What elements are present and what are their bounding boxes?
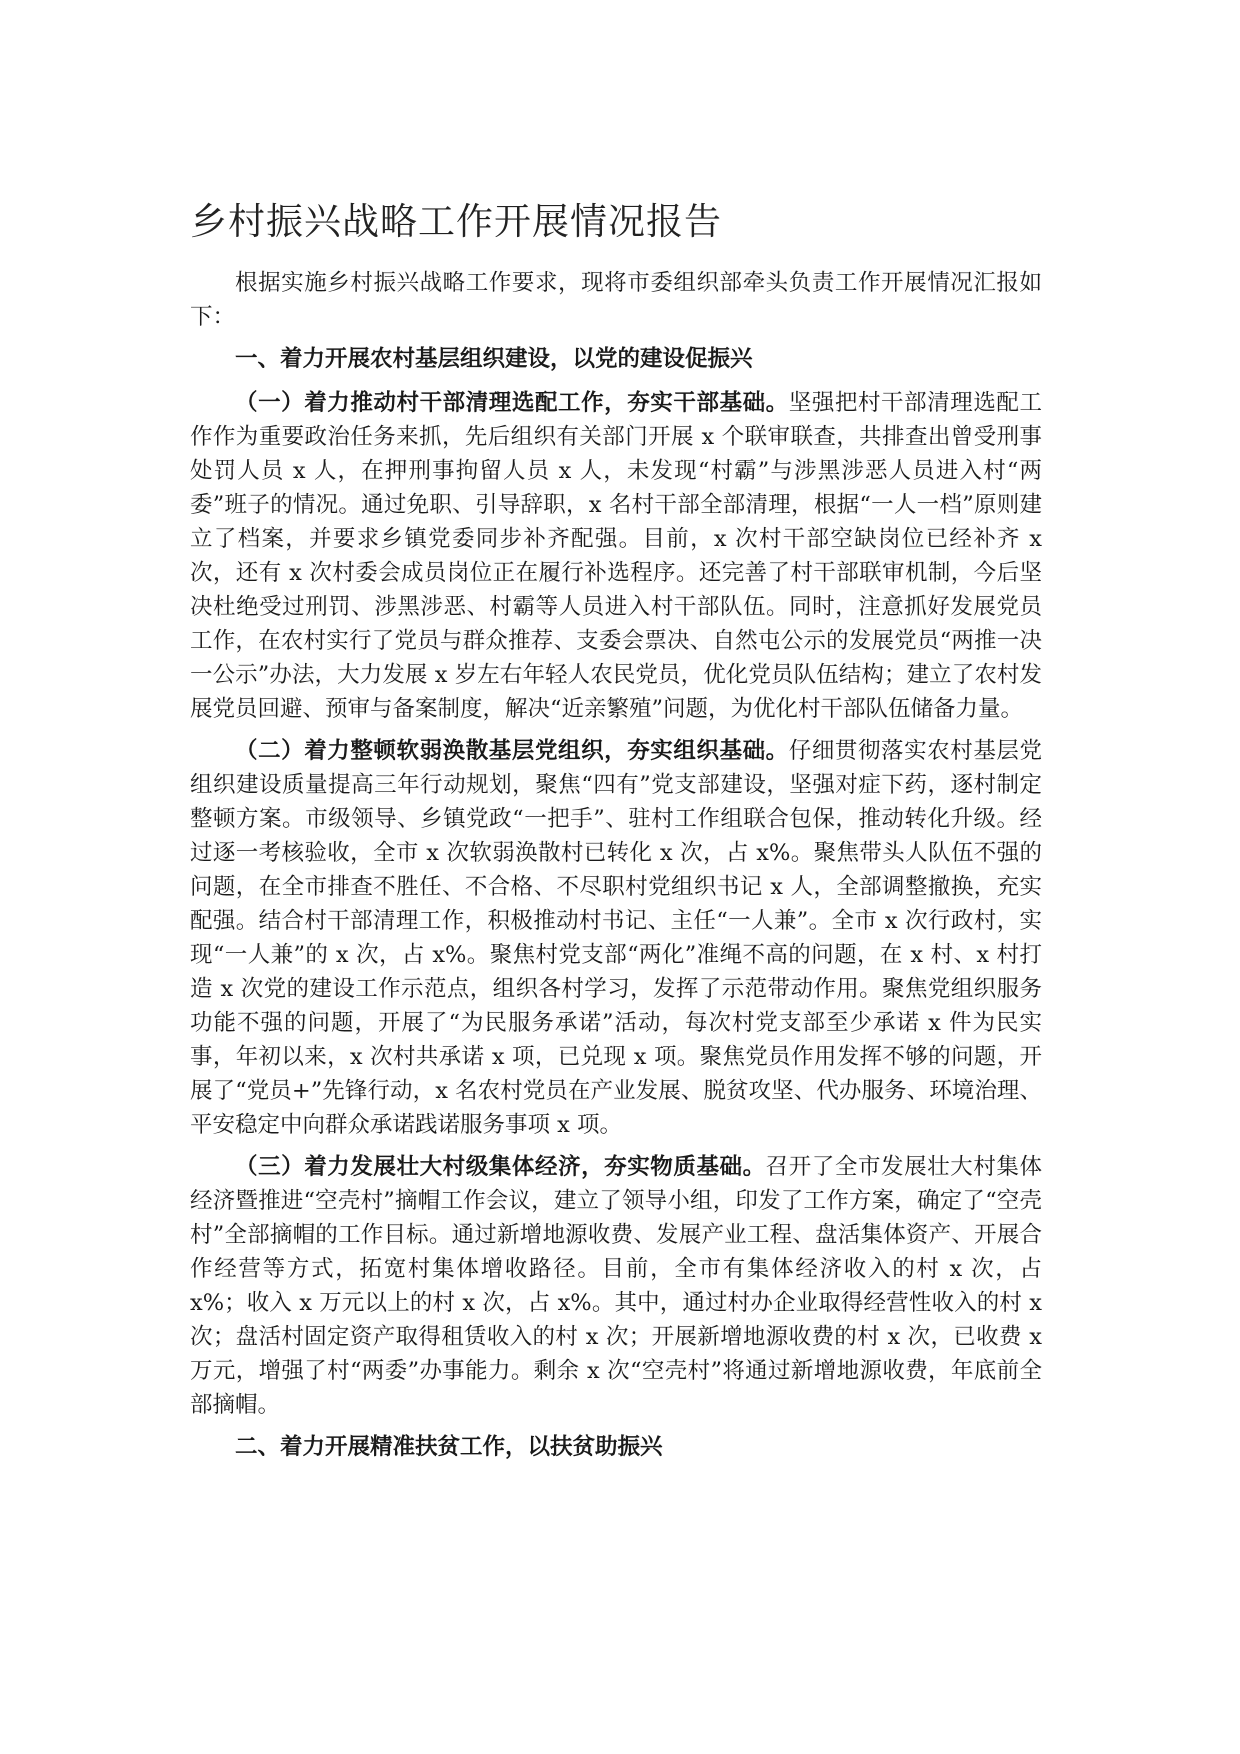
subsection-lead-1: （一）着力推动村干部清理选配工作，夯实干部基础。 (235, 390, 789, 417)
intro-paragraph: 根据实施乡村振兴战略工作要求，现将市委组织部牵头负责工作开展情况汇报如下： (190, 270, 1042, 331)
subsection-body-3: 召开了全市发展壮大村集体经济暨推进“空壳村”摘帽工作会议，建立了领导小组，印发了工作方案，确定了“空壳村”全部摘帽的工作目标。通过新增地源收费、发展产业工程、盘活集体资产、开展合作经营等方式，拓宽村集体增收路径。目前，全市有集体经济收入的村 x 次，占 x%；收入 x 万元以上的村 x 次，占 x%。其中，通过村办企业取得经营性收入的村 x 次；盘活村固定资产取得租赁收入的村 x 次；开展新增地源收费的村 x 次，已收费 x 万元，增强了村“两委”办事能力。剩余 x 次“空壳村”将通过新增地源收费，年底前全部摘帽。 (190, 1154, 1042, 1419)
subsection-body-2: 仔细贯彻落实农村基层党组织建设质量提高三年行动规划，聚焦“四有”党支部建设，坚强对症下药，逐村制定整顿方案。市级领导、乡镇党政“一把手”、驻村工作组联合包保，推动转化升级。经过逐一考核验收，全市 x 次软弱涣散村已转化 x 次，占 x%。聚焦带头人队伍不强的问题，在全市排查不胜任、不合格、不尽职村党组织书记 x 人，全部调整撤换，充实配强。结合村干部清理工作，积极推动村书记、主任“一人兼”。全市 x 次行政村，实现“一人兼”的 x 次，占 x%。聚焦村党支部“两化”准绳不高的问题，在 x 村、x 村打造 x 次党的建设工作示范点，组织各村学习，发挥了示范带动作用。聚焦党组织服务功能不强的问题，开展了“为民服务承诺”活动，每次村党支部至少承诺 x 件为民实事，年初以来，x 次村共承诺 x 项，已兑现 x 项。聚焦党员作用发挥不够的问题，开展了“党员+”先锋行动，x 名农村党员在产业发展、脱贫攻坚、代办服务、环境治理、平安稳定中向群众承诺践诺服务事项 x 项。 (190, 738, 1042, 1139)
subsection-lead-3: （三）着力发展壮大村级集体经济，夯实物质基础。 (235, 1154, 766, 1181)
subsection-paragraph-2 (190, 734, 1042, 1142)
subsection-body-1: 坚强把村干部清理选配工作作为重要政治任务来抓，先后组织有关部门开展 x 个联审联查，共排查出曾受刑事处罚人员 x 人，在押刑事拘留人员 x 人，未发现“村霸”与涉黑涉恶人员进入村“两委”班子的情况。通过免职、引导辞职，x 名村干部全部清理，根据“一人一档”原则建立了档案，并要求乡镇党委同步补齐配强。目前，x 次村干部空缺岗位已经补齐 x 次，还有 x 次村委会成员岗位正在履行补选程序。还完善了村干部联审机制，今后坚决杜绝受过刑罚、涉黑涉恶、村霸等人员进入村干部队伍。同时，注意抓好发展党员工作，在农村实行了党员与群众推荐、支委会票决、自然屯公示的发展党员“两推一决一公示”办法，大力发展 x 岁左右年轻人农民党员，优化党员队伍结构；建立了农村发展党员回避、预审与备案制度，解决“近亲繁殖”问题，为优化村干部队伍储备力量。 (190, 390, 1042, 723)
subsection-paragraph-1 (190, 386, 1042, 726)
subsection-paragraph-3 (190, 1150, 1042, 1422)
document-title: 乡村振兴战略工作开展情况报告 (190, 200, 722, 243)
section-heading-1: 一、着力开展农村基层组织建设，以党的建设促振兴 (235, 346, 753, 373)
subsection-lead-2: （二）着力整顿软弱涣散基层党组织，夯实组织基础。 (235, 738, 789, 765)
section-heading-2: 二、着力开展精准扶贫工作，以扶贫助振兴 (235, 1434, 663, 1461)
document-page (190, 200, 1042, 1474)
